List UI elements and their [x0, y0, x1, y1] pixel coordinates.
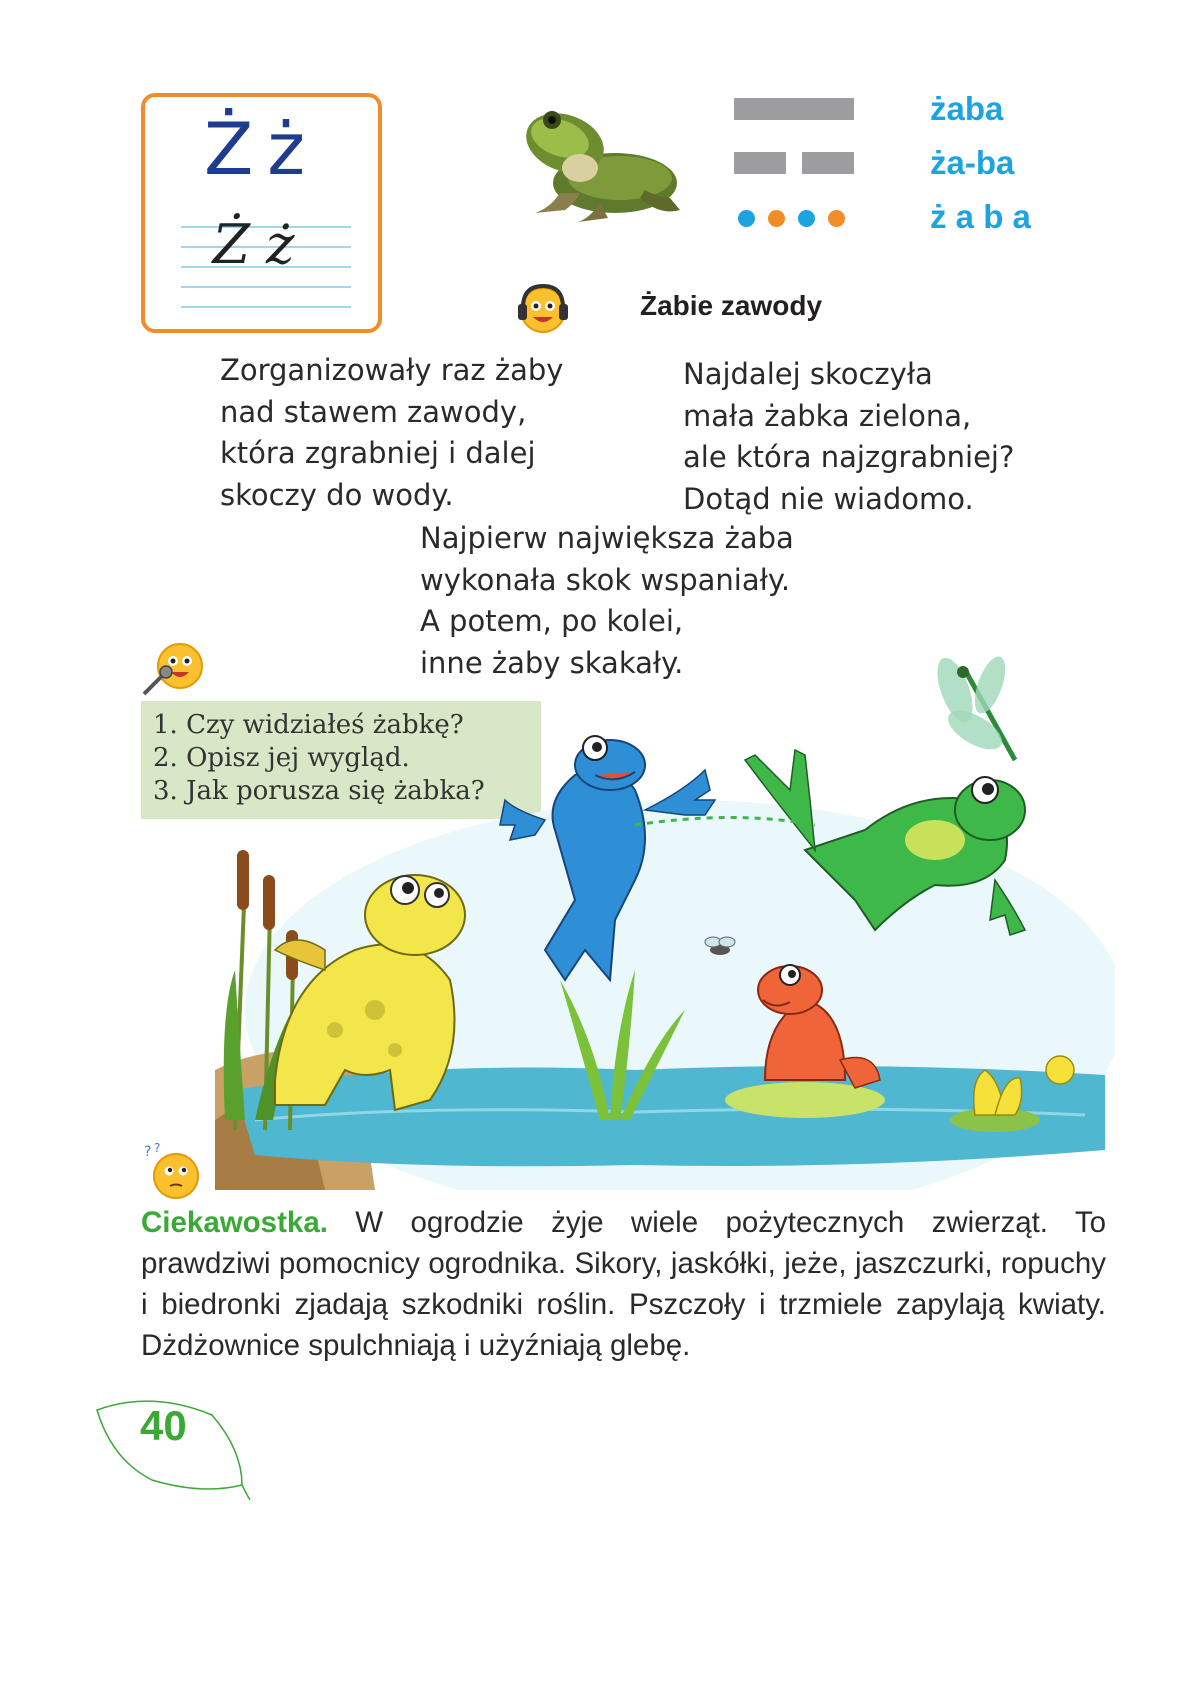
svg-text:?: ? [144, 1144, 152, 1160]
fun-fact-text: W ogrodzie żyje wiele pożytecznych zwierząt. To prawdziwi pomocnicy ogrodnika. Sikory, jaskółki, jeże, jaszczurki, ropuchy i biedronki zjadają szkodniki roślin. Pszczoły i trzmiele zapylają kwiaty. Dżdżownice spulchniają i użyźniają glebę. [141, 1206, 1106, 1362]
letter-dot-4 [828, 210, 845, 227]
scheme-word: żaba [930, 90, 1004, 127]
script-lower-letter: ż [266, 213, 311, 276]
poem-title: Żabie zawody [640, 290, 823, 321]
question-item: 2. Opisz jej wygląd. [153, 743, 410, 773]
poem-line: Dotąd nie wiadomo. [683, 481, 974, 516]
print-lower-letter: ż [267, 107, 320, 191]
letter-card [141, 93, 382, 333]
question-item: 1. Czy widziałeś żabkę? [153, 710, 464, 740]
syllable-bar-1 [734, 152, 786, 174]
poem-line: Najdalej skoczyła [683, 357, 933, 391]
poem-stanza-1 [220, 350, 563, 516]
poem-line: ale która najzgrabniej? [683, 440, 1015, 474]
frog-photo-icon [520, 98, 690, 228]
question-item: 3. Jak porusza się żabka? [153, 776, 485, 806]
listening-smiley-icon [515, 280, 571, 336]
scheme-letters: ż a b a [930, 198, 1031, 235]
svg-text:?: ? [154, 1141, 161, 1155]
syllable-bar-2 [802, 152, 854, 174]
poem-stanza-2 [683, 354, 1014, 520]
letter-dot-3 [798, 210, 815, 227]
poem-line: mała żabka zielona, [683, 398, 972, 433]
letter-dot-1 [738, 210, 755, 227]
poem-line: Zorganizowały raz żaby [220, 353, 564, 387]
poem-line: nad stawem zawody, [220, 394, 527, 429]
scheme-syllables: ża-ba [930, 144, 1015, 181]
word-bar [734, 98, 854, 120]
script-upper-letter: Ż [212, 213, 267, 276]
letter-dot-2 [768, 210, 785, 227]
fun-fact-label: Ciekawostka. [141, 1206, 328, 1239]
poem-line: która zgrabniej i dalej [220, 436, 536, 470]
speaking-smiley-icon [140, 640, 204, 698]
poem-line: Najpierw największa żaba [420, 521, 794, 555]
fun-fact-paragraph [141, 1202, 1106, 1366]
thinking-smiley-icon [140, 1140, 204, 1204]
page-number: 40 [140, 1402, 187, 1449]
poem-line: wykonała skok wspaniały. [420, 562, 791, 597]
print-upper-letter: Ż [203, 107, 268, 191]
pond-frogs-illustration [215, 650, 1115, 1190]
poem-line: inne żaby skakały. [420, 645, 684, 680]
script-letters [145, 205, 378, 285]
poem-line: skoczy do wody. [220, 477, 454, 512]
poem-line: A potem, po kolei, [420, 604, 684, 638]
print-letters [145, 109, 378, 189]
